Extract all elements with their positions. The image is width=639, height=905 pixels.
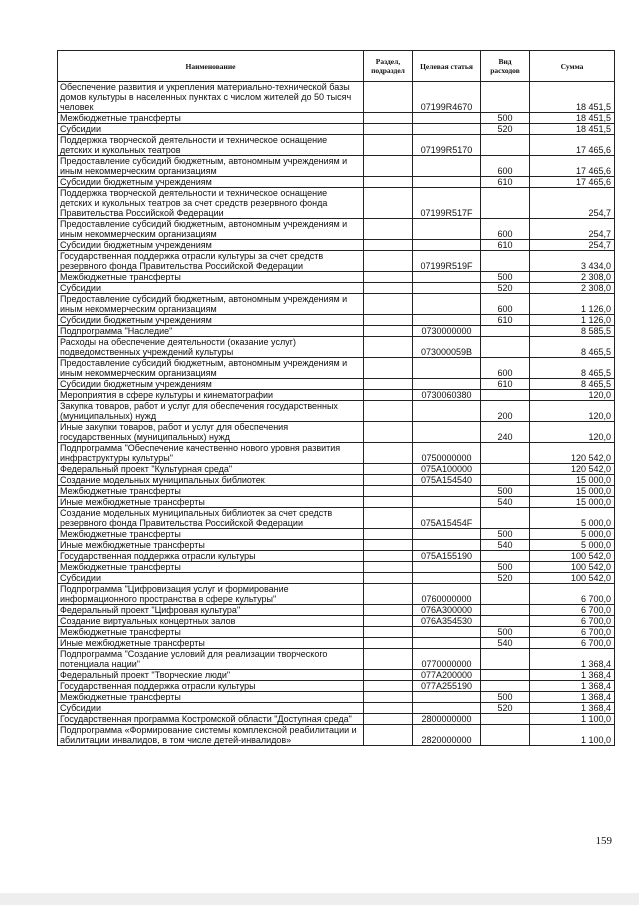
- cell-section: [364, 422, 413, 443]
- cell-type: 240: [481, 422, 530, 443]
- table-row: [58, 272, 615, 283]
- cell-target: 0770000000: [413, 649, 481, 670]
- header-amount: Сумма: [530, 51, 615, 82]
- cell-name: Предоставление субсидий бюджетным, автономным учреждениям и иным некоммерческим организациям: [58, 219, 364, 240]
- cell-type: 500: [481, 529, 530, 540]
- cell-section: [364, 82, 413, 113]
- cell-amount: 17 465,6: [530, 156, 615, 177]
- header-target: Целевая статья: [413, 51, 481, 82]
- cell-name: Межбюджетные трансферты: [58, 692, 364, 703]
- table-row: [58, 315, 615, 326]
- table-row: [58, 283, 615, 294]
- table-row: [58, 240, 615, 251]
- cell-type: 500: [481, 627, 530, 638]
- cell-section: [364, 551, 413, 562]
- cell-type: 610: [481, 177, 530, 188]
- cell-amount: 1 126,0: [530, 294, 615, 315]
- cell-name: Подпрограмма "Обеспечение качественно нового уровня развития инфраструктуры культуры": [58, 443, 364, 464]
- cell-amount: 5 000,0: [530, 540, 615, 551]
- cell-section: [364, 315, 413, 326]
- cell-section: [364, 584, 413, 605]
- cell-amount: 2 308,0: [530, 283, 615, 294]
- cell-amount: 8 465,5: [530, 379, 615, 390]
- cell-section: [364, 135, 413, 156]
- cell-amount: 1 368,4: [530, 670, 615, 681]
- cell-amount: 5 000,0: [530, 529, 615, 540]
- cell-target: [413, 692, 481, 703]
- cell-name: Межбюджетные трансферты: [58, 113, 364, 124]
- cell-target: 075A154540: [413, 475, 481, 486]
- cell-target: [413, 294, 481, 315]
- cell-type: 610: [481, 315, 530, 326]
- cell-target: [413, 315, 481, 326]
- cell-amount: 8 465,5: [530, 337, 615, 358]
- cell-name: Подпрограмма "Создание условий для реализации творческого потенциала нации": [58, 649, 364, 670]
- cell-target: 077A200000: [413, 670, 481, 681]
- table-row: [58, 443, 615, 464]
- cell-amount: 2 308,0: [530, 272, 615, 283]
- cell-amount: 100 542,0: [530, 562, 615, 573]
- cell-amount: 120 542,0: [530, 443, 615, 464]
- cell-type: [481, 135, 530, 156]
- table-row: [58, 188, 615, 219]
- cell-name: Государственная программа Костромской области "Доступная среда": [58, 714, 364, 725]
- table-body: [58, 82, 615, 746]
- header-name: Наименование: [58, 51, 364, 82]
- cell-name: Федеральный проект "Творческие люди": [58, 670, 364, 681]
- header-section: Раздел, подраздел: [364, 51, 413, 82]
- cell-type: [481, 670, 530, 681]
- cell-amount: 6 700,0: [530, 616, 615, 627]
- cell-name: Межбюджетные трансферты: [58, 627, 364, 638]
- cell-section: [364, 497, 413, 508]
- table-header-row: [58, 51, 615, 82]
- cell-type: 500: [481, 272, 530, 283]
- cell-section: [364, 616, 413, 627]
- cell-amount: 6 700,0: [530, 605, 615, 616]
- cell-target: [413, 379, 481, 390]
- cell-target: [413, 422, 481, 443]
- cell-target: [413, 401, 481, 422]
- cell-section: [364, 113, 413, 124]
- cell-name: Подпрограмма "Наследие": [58, 326, 364, 337]
- cell-target: [413, 358, 481, 379]
- cell-amount: 15 000,0: [530, 497, 615, 508]
- table-row: [58, 725, 615, 746]
- table-row: [58, 251, 615, 272]
- cell-amount: 6 700,0: [530, 638, 615, 649]
- cell-amount: 254,7: [530, 219, 615, 240]
- table-row: [58, 529, 615, 540]
- cell-amount: 120,0: [530, 422, 615, 443]
- cell-target: 07199R4670: [413, 82, 481, 113]
- cell-section: [364, 529, 413, 540]
- cell-type: 200: [481, 401, 530, 422]
- cell-type: 540: [481, 497, 530, 508]
- cell-amount: 120,0: [530, 390, 615, 401]
- table-row: [58, 714, 615, 725]
- cell-section: [364, 443, 413, 464]
- cell-name: Предоставление субсидий бюджетным, автономным учреждениям и иным некоммерческим организациям: [58, 358, 364, 379]
- cell-section: [364, 272, 413, 283]
- cell-name: Создание модельных муниципальных библиотек за счет средств резервного фонда Правительства Российской Федерации: [58, 508, 364, 529]
- cell-name: Субсидии: [58, 283, 364, 294]
- table-row: [58, 422, 615, 443]
- table-row: [58, 358, 615, 379]
- table-row: [58, 475, 615, 486]
- cell-target: [413, 113, 481, 124]
- cell-name: Поддержка творческой деятельности и техническое оснащение детских и кукольных театров: [58, 135, 364, 156]
- cell-name: Субсидии бюджетным учреждениям: [58, 379, 364, 390]
- cell-type: 500: [481, 692, 530, 703]
- cell-amount: 8 585,5: [530, 326, 615, 337]
- cell-type: 600: [481, 358, 530, 379]
- cell-target: [413, 177, 481, 188]
- table-row: [58, 390, 615, 401]
- table-row: [58, 135, 615, 156]
- cell-section: [364, 358, 413, 379]
- cell-name: Федеральный проект "Цифровая культура": [58, 605, 364, 616]
- table-row: [58, 124, 615, 135]
- cell-amount: 1 368,4: [530, 681, 615, 692]
- cell-name: Межбюджетные трансферты: [58, 562, 364, 573]
- cell-target: 075A100000: [413, 464, 481, 475]
- table-row: [58, 156, 615, 177]
- cell-section: [364, 627, 413, 638]
- cell-type: 500: [481, 562, 530, 573]
- table-row: [58, 401, 615, 422]
- cell-amount: 6 700,0: [530, 627, 615, 638]
- cell-name: Государственная поддержка отрасли культуры: [58, 681, 364, 692]
- cell-amount: 100 542,0: [530, 551, 615, 562]
- cell-name: Создание виртуальных концертных залов: [58, 616, 364, 627]
- cell-section: [364, 703, 413, 714]
- cell-amount: 1 368,4: [530, 692, 615, 703]
- cell-section: [364, 177, 413, 188]
- cell-type: [481, 605, 530, 616]
- cell-type: [481, 82, 530, 113]
- cell-amount: 17 465,6: [530, 177, 615, 188]
- cell-target: [413, 283, 481, 294]
- cell-section: [364, 573, 413, 584]
- cell-section: [364, 692, 413, 703]
- cell-type: [481, 714, 530, 725]
- cell-type: [481, 390, 530, 401]
- cell-amount: 100 542,0: [530, 573, 615, 584]
- cell-section: [364, 188, 413, 219]
- cell-section: [364, 540, 413, 551]
- cell-target: 2820000000: [413, 725, 481, 746]
- table-row: [58, 681, 615, 692]
- cell-amount: 18 451,5: [530, 124, 615, 135]
- cell-target: 073000059В: [413, 337, 481, 358]
- cell-type: 500: [481, 486, 530, 497]
- cell-name: Субсидии бюджетным учреждениям: [58, 315, 364, 326]
- cell-type: [481, 337, 530, 358]
- cell-name: Государственная поддержка отрасли культуры за счет средств резервного фонда Правительства Российской Федерации: [58, 251, 364, 272]
- table-row: [58, 616, 615, 627]
- cell-name: Государственная поддержка отрасли культуры: [58, 551, 364, 562]
- cell-type: [481, 475, 530, 486]
- table-row: [58, 692, 615, 703]
- cell-section: [364, 714, 413, 725]
- cell-target: [413, 573, 481, 584]
- cell-section: [364, 251, 413, 272]
- cell-name: Межбюджетные трансферты: [58, 272, 364, 283]
- cell-section: [364, 670, 413, 681]
- cell-type: 600: [481, 219, 530, 240]
- cell-type: 540: [481, 540, 530, 551]
- table-row: [58, 177, 615, 188]
- cell-type: [481, 508, 530, 529]
- cell-name: Иные закупки товаров, работ и услуг для обеспечения государственных (муниципальных) нужд: [58, 422, 364, 443]
- cell-target: [413, 627, 481, 638]
- table-row: [58, 649, 615, 670]
- cell-section: [364, 464, 413, 475]
- table-row: [58, 497, 615, 508]
- cell-amount: 5 000,0: [530, 508, 615, 529]
- cell-section: [364, 649, 413, 670]
- cell-section: [364, 283, 413, 294]
- table-row: [58, 219, 615, 240]
- cell-section: [364, 486, 413, 497]
- cell-type: [481, 326, 530, 337]
- cell-name: Обеспечение развития и укрепления материально-технической базы домов культуры в населенных пунктах с числом жителей до 50 тысяч человек: [58, 82, 364, 113]
- table-row: [58, 703, 615, 714]
- cell-name: Предоставление субсидий бюджетным, автономным учреждениям и иным некоммерческим организациям: [58, 156, 364, 177]
- cell-target: [413, 638, 481, 649]
- cell-target: 0760000000: [413, 584, 481, 605]
- cell-type: 500: [481, 113, 530, 124]
- cell-target: 2800000000: [413, 714, 481, 725]
- page-number: 159: [595, 835, 612, 847]
- cell-name: Предоставление субсидий бюджетным, автономным учреждениям и иным некоммерческим организациям: [58, 294, 364, 315]
- cell-type: [481, 584, 530, 605]
- cell-amount: 18 451,5: [530, 82, 615, 113]
- cell-target: [413, 540, 481, 551]
- table-row: [58, 379, 615, 390]
- cell-type: [481, 725, 530, 746]
- table-row: [58, 508, 615, 529]
- cell-amount: 6 700,0: [530, 584, 615, 605]
- cell-section: [364, 240, 413, 251]
- table-row: [58, 627, 615, 638]
- cell-name: Федеральный проект "Культурная среда": [58, 464, 364, 475]
- cell-type: 520: [481, 283, 530, 294]
- cell-section: [364, 156, 413, 177]
- cell-name: Создание модельных муниципальных библиотек: [58, 475, 364, 486]
- cell-name: Иные межбюджетные трансферты: [58, 497, 364, 508]
- cell-target: 077A255190: [413, 681, 481, 692]
- cell-target: 07199R519F: [413, 251, 481, 272]
- cell-type: 540: [481, 638, 530, 649]
- cell-type: [481, 616, 530, 627]
- cell-section: [364, 681, 413, 692]
- cell-section: [364, 508, 413, 529]
- cell-name: Субсидии бюджетным учреждениям: [58, 240, 364, 251]
- cell-target: 076A300000: [413, 605, 481, 616]
- table-row: [58, 584, 615, 605]
- table-row: [58, 337, 615, 358]
- cell-type: [481, 464, 530, 475]
- table-row: [58, 551, 615, 562]
- table-row: [58, 326, 615, 337]
- cell-section: [364, 475, 413, 486]
- cell-target: [413, 703, 481, 714]
- cell-name: Иные межбюджетные трансферты: [58, 638, 364, 649]
- cell-section: [364, 294, 413, 315]
- cell-type: [481, 251, 530, 272]
- cell-type: 600: [481, 156, 530, 177]
- cell-type: [481, 443, 530, 464]
- cell-name: Межбюджетные трансферты: [58, 486, 364, 497]
- cell-amount: 8 465,5: [530, 358, 615, 379]
- cell-name: Субсидии: [58, 573, 364, 584]
- cell-name: Иные межбюджетные трансферты: [58, 540, 364, 551]
- cell-target: 075A155190: [413, 551, 481, 562]
- cell-target: [413, 156, 481, 177]
- cell-target: [413, 240, 481, 251]
- cell-section: [364, 219, 413, 240]
- cell-amount: 120 542,0: [530, 464, 615, 475]
- header-type: Вид расходов: [481, 51, 530, 82]
- cell-target: 0730000000: [413, 326, 481, 337]
- cell-target: 076A354530: [413, 616, 481, 627]
- budget-table: [57, 50, 615, 746]
- cell-type: 520: [481, 573, 530, 584]
- cell-target: 0730060380: [413, 390, 481, 401]
- cell-amount: 254,7: [530, 188, 615, 219]
- table-row: [58, 573, 615, 584]
- cell-target: [413, 529, 481, 540]
- table-row: [58, 82, 615, 113]
- scan-bottom-strip: [0, 893, 639, 905]
- cell-name: Мероприятия в сфере культуры и кинематографии: [58, 390, 364, 401]
- cell-section: [364, 605, 413, 616]
- cell-amount: 17 465,6: [530, 135, 615, 156]
- cell-name: Субсидии бюджетным учреждениям: [58, 177, 364, 188]
- cell-type: 610: [481, 379, 530, 390]
- cell-amount: 1 368,4: [530, 649, 615, 670]
- cell-target: [413, 124, 481, 135]
- cell-amount: 18 451,5: [530, 113, 615, 124]
- cell-target: [413, 562, 481, 573]
- cell-name: Поддержка творческой деятельности и техническое оснащение детских и кукольных театров за счет средств резервного фонда Правительства Российской Федерации: [58, 188, 364, 219]
- cell-target: 075A15454F: [413, 508, 481, 529]
- cell-section: [364, 562, 413, 573]
- cell-section: [364, 725, 413, 746]
- table-row: [58, 540, 615, 551]
- cell-type: [481, 649, 530, 670]
- cell-name: Закупка товаров, работ и услуг для обеспечения государственных (муниципальных) нужд: [58, 401, 364, 422]
- table-row: [58, 638, 615, 649]
- table-row: [58, 670, 615, 681]
- cell-type: [481, 551, 530, 562]
- cell-amount: 15 000,0: [530, 475, 615, 486]
- cell-name: Межбюджетные трансферты: [58, 529, 364, 540]
- cell-name: Субсидии: [58, 124, 364, 135]
- cell-target: [413, 486, 481, 497]
- cell-amount: 1 100,0: [530, 714, 615, 725]
- cell-section: [364, 638, 413, 649]
- cell-amount: 1 100,0: [530, 725, 615, 746]
- cell-target: 0750000000: [413, 443, 481, 464]
- cell-target: 07199R517F: [413, 188, 481, 219]
- cell-amount: 1 126,0: [530, 315, 615, 326]
- cell-section: [364, 390, 413, 401]
- cell-target: 07199R5170: [413, 135, 481, 156]
- table-row: [58, 486, 615, 497]
- cell-name: Подпрограмма "Цифровизация услуг и формирование информационного пространства в сфере культуры": [58, 584, 364, 605]
- table-row: [58, 562, 615, 573]
- cell-amount: 3 434,0: [530, 251, 615, 272]
- cell-name: Расходы на обеспечение деятельности (оказание услуг) подведомственных учреждений культуры: [58, 337, 364, 358]
- cell-amount: 254,7: [530, 240, 615, 251]
- cell-section: [364, 379, 413, 390]
- cell-type: 520: [481, 124, 530, 135]
- cell-amount: 1 368,4: [530, 703, 615, 714]
- table-row: [58, 605, 615, 616]
- table-row: [58, 294, 615, 315]
- table-row: [58, 113, 615, 124]
- cell-amount: 120,0: [530, 401, 615, 422]
- cell-section: [364, 337, 413, 358]
- cell-section: [364, 326, 413, 337]
- cell-target: [413, 497, 481, 508]
- cell-type: [481, 681, 530, 692]
- cell-type: 520: [481, 703, 530, 714]
- cell-name: Подпрограмма «Формирование системы комплексной реабилитации и абилитации инвалидов, в том числе детей-инвалидов»: [58, 725, 364, 746]
- cell-type: [481, 188, 530, 219]
- cell-type: 610: [481, 240, 530, 251]
- cell-target: [413, 272, 481, 283]
- cell-amount: 15 000,0: [530, 486, 615, 497]
- cell-name: Субсидии: [58, 703, 364, 714]
- cell-target: [413, 219, 481, 240]
- cell-type: 600: [481, 294, 530, 315]
- cell-section: [364, 124, 413, 135]
- cell-section: [364, 401, 413, 422]
- table-row: [58, 464, 615, 475]
